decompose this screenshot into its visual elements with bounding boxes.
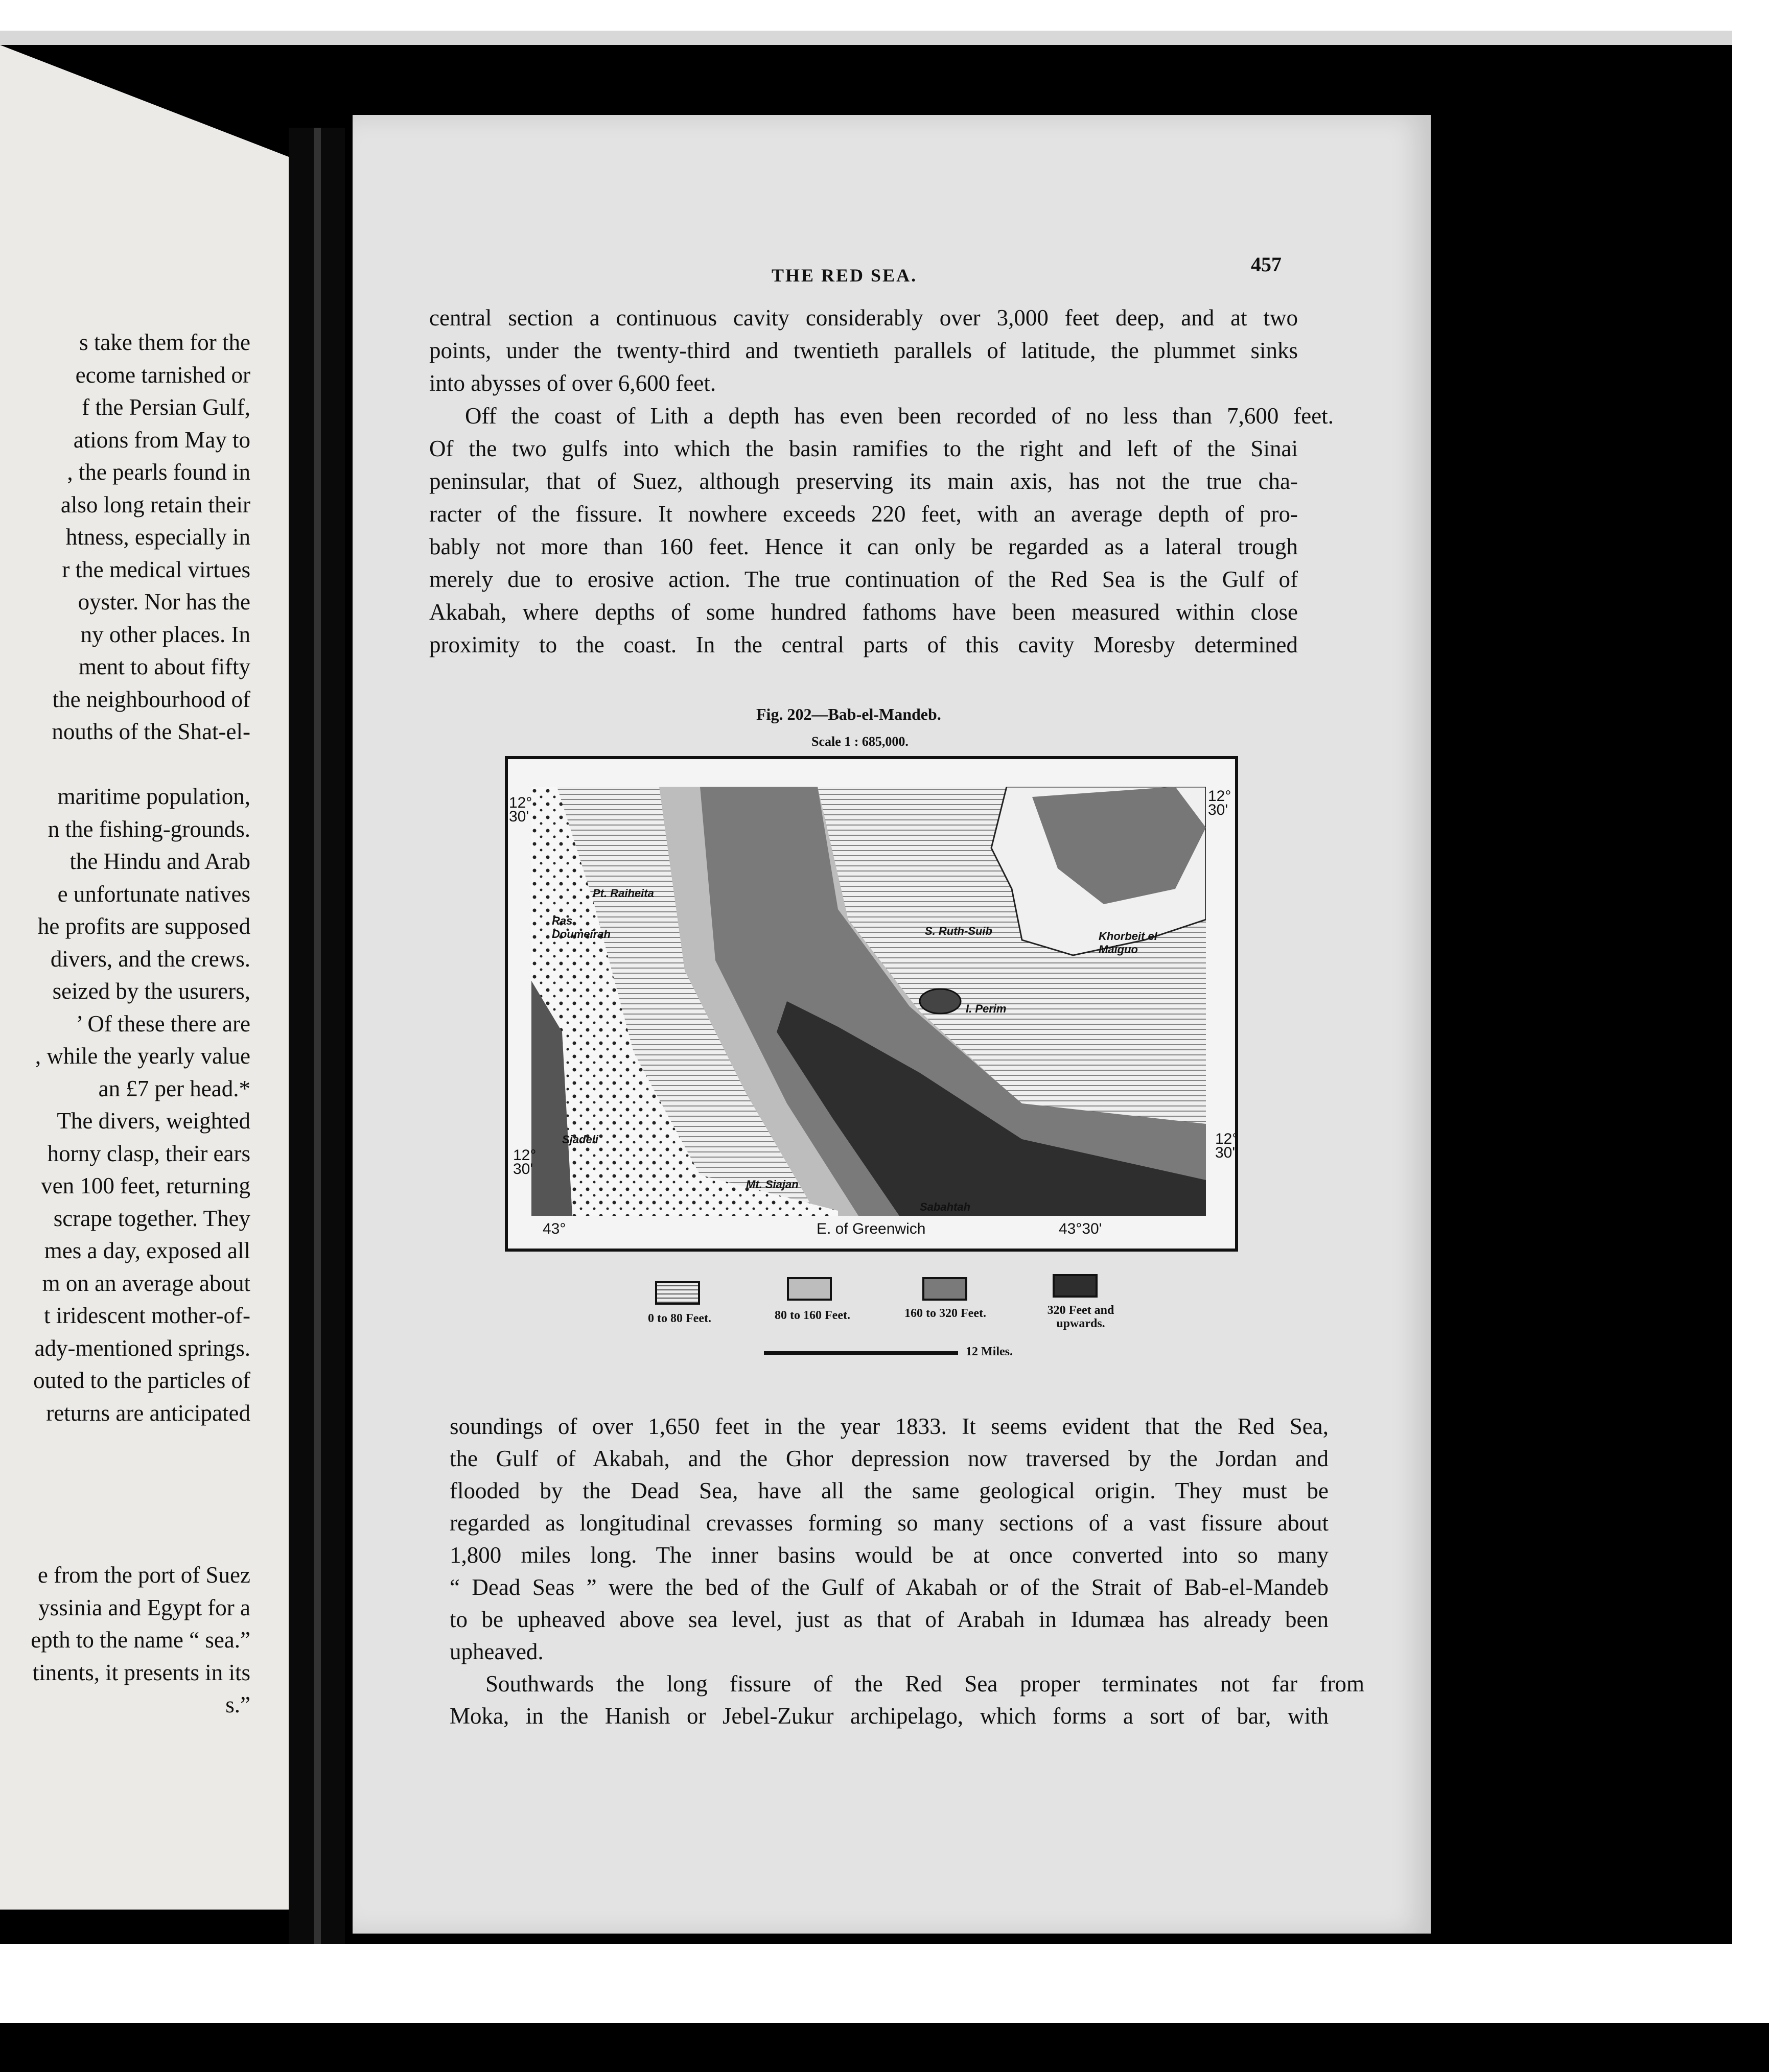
map-label: Ras Doumeirah	[552, 914, 611, 940]
left-page-text-line: m on an average about	[42, 1270, 250, 1296]
body-text-line: points, under the twenty-third and twentieth parallels of latitude, the plummet sinks	[429, 339, 1298, 363]
left-page-text-line: scrape together. They	[53, 1205, 250, 1231]
left-page-text-line: htness, especially in	[65, 524, 250, 550]
body-text-line: into abysses of over 6,600 feet.	[429, 372, 716, 396]
map-label: S. Ruth-Suib	[925, 925, 992, 937]
top-scan-margin	[0, 0, 1769, 31]
left-page-text-line: outed to the particles of	[33, 1368, 250, 1393]
left-page-text-line: t iridescent mother-of-	[44, 1303, 250, 1328]
bab-el-mandeb-map	[531, 787, 1206, 1216]
legend-label: 160 to 320 Feet.	[904, 1307, 986, 1320]
left-page-text-line: the neighbourhood of	[52, 686, 250, 712]
legend-swatch-160-320	[922, 1277, 967, 1301]
body-text-line: upheaved.	[450, 1640, 544, 1664]
left-page-text-line: divers, and the crews.	[50, 946, 250, 972]
map-label: I. Perim	[966, 1002, 1007, 1015]
body-text-line: regarded as longitudinal crevasses forming so many sections of a vast fissure about	[450, 1512, 1329, 1536]
legend-swatch-0-80	[655, 1281, 700, 1305]
left-page-text-line: ment to about fifty	[78, 654, 250, 679]
lat-tick-top-right: 12° 30'	[1208, 788, 1231, 818]
left-page-text-line: f the Persian Gulf,	[82, 394, 250, 420]
left-page-text-line: e from the port of Suez	[37, 1562, 250, 1588]
left-page-text-line: ecome tarnished or	[75, 362, 250, 388]
body-text-line: racter of the fissure. It nowhere exceeds 220 feet, with an average depth of pro-	[429, 503, 1298, 527]
body-text-line: merely due to erosive action. The true continuation of the Red Sea is the Gulf of	[429, 568, 1298, 592]
left-page-text-line: ny other places. In	[80, 621, 250, 647]
left-page-text-line: ady-mentioned springs.	[34, 1335, 250, 1361]
body-text-line: soundings of over 1,650 feet in the year 1833. It seems evident that the Red Sea,	[450, 1415, 1329, 1439]
left-page-text-line: The divers, weighted	[57, 1108, 250, 1134]
map-scale-bar	[764, 1351, 958, 1355]
left-page-text-line: the Hindu and Arab	[69, 849, 250, 874]
body-text-line: “ Dead Seas ” were the bed of the Gulf of Akabah or of the Strait of Bab-el-Mandeb	[450, 1576, 1329, 1600]
body-text-top	[429, 307, 1334, 674]
legend-label: 320 Feet and upwards.	[1047, 1304, 1114, 1331]
left-page-text-line: an £7 per head.*	[98, 1075, 250, 1101]
left-page-text-line: , the pearls found in	[67, 459, 250, 485]
body-text-line: Moka, in the Hanish or Jebel-Zukur archipelago, which forms a sort of bar, with	[450, 1705, 1329, 1729]
map-label: Sabahtah	[920, 1200, 971, 1213]
left-page-text-line: maritime population,	[57, 784, 250, 809]
figure-scale: Scale 1 : 685,000.	[811, 734, 909, 749]
body-text-line: central section a continuous cavity considerably over 3,000 feet deep, and at two	[429, 307, 1298, 331]
left-page-text-line: n the fishing-grounds.	[48, 816, 250, 842]
body-text-line: to be upheaved above sea level, just as that of Arabah in Idumæa has already been	[450, 1608, 1329, 1632]
lon-axis-label: E. of Greenwich	[817, 1220, 926, 1237]
left-page-text-line: s.”	[225, 1692, 250, 1717]
left-page-text	[0, 331, 250, 1761]
left-page-text-line: also long retain their	[60, 491, 250, 517]
gutter-edge	[314, 128, 321, 1946]
body-text-line: flooded by the Dead Sea, have all the same geological origin. They must be	[450, 1479, 1329, 1503]
legend-label: 0 to 80 Feet.	[648, 1312, 711, 1325]
left-page-text-line: , while the yearly value	[35, 1043, 250, 1069]
left-page-text-line: r the medical virtues	[62, 556, 250, 582]
figure-caption: Fig. 202—Bab-el-Mandeb.	[756, 705, 941, 723]
lat-tick-top-left: 12° 30'	[509, 794, 532, 825]
bottom-scan-margin	[0, 1944, 1732, 2023]
left-page-text-line: oyster. Nor has the	[78, 589, 250, 615]
body-text-bottom	[450, 1415, 1364, 1742]
lon-tick-left: 43°	[543, 1220, 566, 1237]
body-text-line: peninsular, that of Suez, although preserving its main axis, has not the true cha-	[429, 470, 1298, 494]
left-page-text-line: ations from May to	[73, 427, 250, 453]
left-page-text-line: ven 100 feet, returning	[41, 1173, 250, 1198]
body-text-line: 1,800 miles long. The inner basins would be at once converted into so many	[450, 1544, 1329, 1568]
page-header: THE RED SEA.	[772, 265, 918, 286]
map-label: Sjadeli	[562, 1133, 598, 1146]
body-text-line: Southwards the long fissure of the Red Sea proper terminates not far from	[485, 1673, 1364, 1697]
body-text-line: bably not more than 160 feet. Hence it can only be regarded as a lateral trough	[429, 535, 1298, 559]
right-scan-margin	[1732, 0, 1769, 2023]
map-label: Pt. Raiheita	[593, 887, 654, 900]
left-page-text-line: ’ Of these there are	[76, 1010, 250, 1037]
body-text-line: Off the coast of Lith a depth has even been recorded of no less than 7,600 feet.	[465, 405, 1334, 429]
left-page-text-line: e unfortunate natives	[57, 881, 250, 907]
body-text-line: Of the two gulfs into which the basin ramifies to the right and left of the Sinai	[429, 437, 1298, 461]
left-page-text-line: nouths of the Shat-el-	[52, 719, 250, 744]
left-page-text-line: s take them for the	[79, 331, 250, 355]
map-label: Mt. Siajan	[746, 1178, 799, 1191]
map-label: Khorbeit el Maiguo	[1099, 930, 1157, 956]
map-scale-label: 12 Miles.	[966, 1345, 1013, 1358]
left-page-text-line: horny clasp, their ears	[47, 1140, 250, 1166]
scan-band	[0, 31, 1732, 45]
left-page-text-line: mes a day, exposed all	[44, 1238, 250, 1263]
left-page-text-line: he profits are supposed	[37, 913, 250, 939]
left-page-text-line: yssinia and Egypt for a	[38, 1594, 250, 1620]
body-text-line: proximity to the coast. In the central parts of this cavity Moresby determined	[429, 633, 1298, 657]
left-page-text-line: tinents, it presents in its	[32, 1659, 250, 1685]
left-page-text-line: seized by the usurers,	[52, 978, 250, 1004]
lat-tick-bottom-left: 12° 30'	[513, 1147, 537, 1178]
page-number: 457	[1251, 253, 1282, 276]
legend-label: 80 to 160 Feet.	[775, 1309, 850, 1322]
left-page-text-line: returns are anticipated	[46, 1400, 250, 1426]
legend-swatch-80-160	[787, 1277, 832, 1301]
lon-tick-right: 43°30'	[1059, 1220, 1102, 1237]
perim-island	[920, 989, 961, 1014]
left-page-text-line: epth to the name “ sea.”	[31, 1627, 250, 1653]
lat-tick-bottom-right: 12° 30'	[1215, 1131, 1239, 1161]
body-text-line: the Gulf of Akabah, and the Ghor depression now traversed by the Jordan and	[450, 1447, 1329, 1471]
legend-swatch-320-plus	[1053, 1274, 1098, 1298]
body-text-line: Akabah, where depths of some hundred fathoms have been measured within close	[429, 601, 1298, 625]
